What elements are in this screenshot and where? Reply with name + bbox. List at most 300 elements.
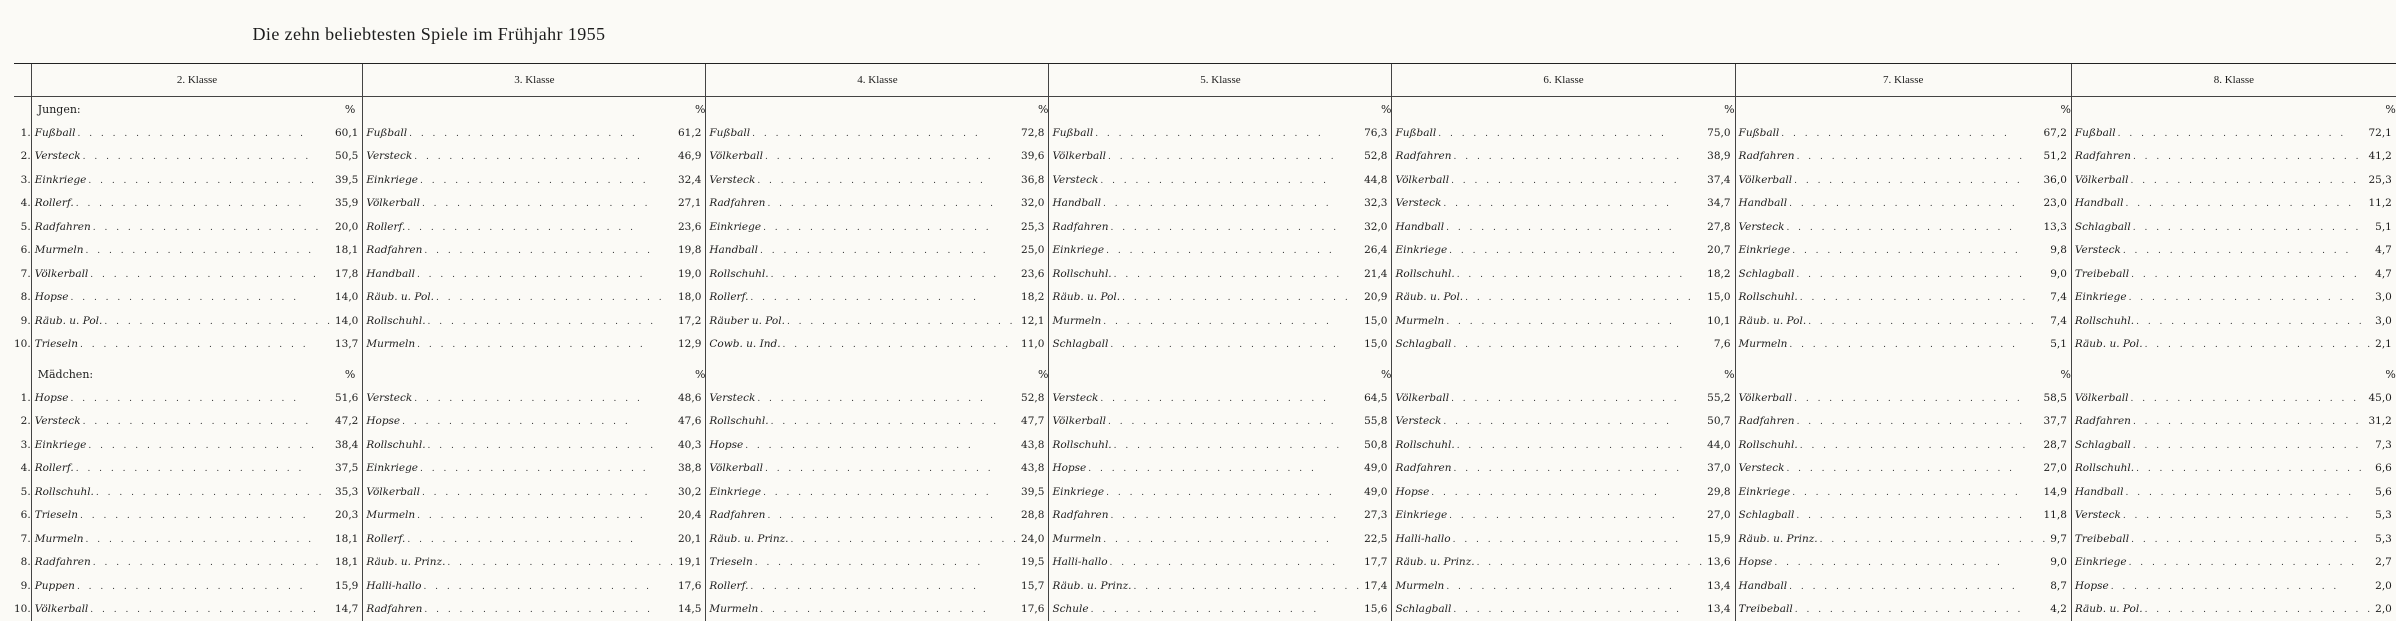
table-cell [1049,121,1392,145]
percent-value: 18,1 [335,556,358,568]
percent-label: % [1049,362,1392,386]
game-name: Rollschuhl. [2075,315,2134,327]
percent-value: 7,4 [2050,315,2067,327]
dot-leader [1443,417,1705,427]
game-name: Versteck [366,150,412,162]
dot-leader [1446,223,1705,233]
games-table [14,63,2396,621]
percent-value: 25,0 [1021,244,1044,256]
game-name: Räub. u. Pol. [1395,291,1463,303]
game-name: Radfahren [2075,415,2131,427]
table-cell [31,262,363,286]
dot-leader [1800,441,2042,451]
table-cell [2071,527,2395,551]
table-cell [706,145,1049,169]
dot-leader [1454,152,1706,162]
game-name: Versteck [709,174,755,186]
percent-value: 32,0 [1021,197,1044,209]
percent-value: 21,4 [1364,268,1387,280]
dot-leader [2123,511,2373,521]
dot-leader [424,605,676,615]
dot-leader [1103,199,1362,209]
game-name: Trieseln [35,509,78,521]
game-name: Handball [2075,197,2124,209]
table-cell [1392,168,1735,192]
game-name: Schlagball [1739,509,1795,521]
table-cell [1392,480,1735,504]
game-name: Völkerball [1395,174,1449,186]
game-name: Völkerball [35,603,89,615]
table-cell [2071,192,2395,216]
game-name: Trieseln [35,338,78,350]
game-name: Einkriege [1052,244,1104,256]
table-cell [363,574,706,598]
percent-value: 9,7 [2050,533,2067,545]
percent-value: 72,1 [2368,127,2391,139]
dot-leader [1103,535,1362,545]
game-name: Räub. u. Pol. [1052,291,1120,303]
table-cell [363,215,706,239]
rank-cell [14,97,31,122]
table-row [14,239,2396,263]
dot-leader [80,340,333,350]
percent-value: 19,5 [1021,556,1044,568]
dot-leader [763,488,1019,498]
table-cell [363,433,706,457]
rank-cell: 9. [14,309,31,333]
rank-cell: 6. [14,504,31,528]
game-name: Schlagball [2075,439,2131,451]
game-name: Hopse [1052,462,1086,474]
table-cell [2071,333,2395,357]
table-cell [706,239,1049,263]
game-name: Radfahren [35,556,91,568]
game-name: Rollerf. [35,462,74,474]
dot-leader [750,293,1019,303]
table-cell [706,386,1049,410]
table-row [14,457,2396,481]
percent-value: 20,1 [678,533,701,545]
game-name: Einkriege [366,462,418,474]
percent-value: 39,5 [335,174,358,186]
game-name: Schlagball [1395,603,1451,615]
percent-value: 55,8 [1364,415,1387,427]
column-header: 3. Klasse [363,64,706,97]
rank-cell: 3. [14,433,31,457]
table-cell [363,527,706,551]
dot-leader [765,464,1019,474]
percent-value: 4,7 [2375,244,2392,256]
rank-cell: 1. [14,121,31,145]
percent-value: 19,8 [678,244,701,256]
dot-leader [1106,488,1362,498]
percent-value: 11,8 [2044,509,2067,521]
dot-leader [2133,152,2367,162]
table-cell [31,457,363,481]
percent-label: % [1392,362,1735,386]
game-name: Murmeln [1739,338,1788,350]
table-cell [1735,145,2071,169]
game-name: Völkerball [709,462,763,474]
game-name: Versteck [1395,415,1441,427]
game-name: Murmeln [366,509,415,521]
percent-value: 7,3 [2375,439,2392,451]
dot-leader [423,582,676,592]
dot-leader [417,270,676,280]
table-row [14,145,2396,169]
percent-value: 38,4 [335,439,358,451]
table-cell [2071,504,2395,528]
dot-leader [1438,129,1705,139]
percent-value: 72,8 [1021,127,1044,139]
dot-leader [760,246,1019,256]
rank-cell: 4. [14,192,31,216]
percent-value: 17,7 [1364,556,1387,568]
table-cell [31,574,363,598]
percent-value: 17,4 [1364,580,1387,592]
group-label: Jungen: [35,103,81,116]
game-name: Einkriege [709,486,761,498]
dot-leader [1808,317,2048,327]
game-name: Völkerball [366,486,420,498]
game-name: Rollschuhl. [35,486,94,498]
dot-leader [420,464,676,474]
dot-leader [414,152,676,162]
game-name: Völkerball [1739,392,1793,404]
game-name: Radfahren [366,244,422,256]
dot-leader [77,582,333,592]
dot-leader [1800,293,2048,303]
game-name: Fußball [1395,127,1436,139]
dot-leader [1100,394,1362,404]
dot-leader [1794,394,2041,404]
game-name: Radfahren [1395,462,1451,474]
game-name: Rollschuhl. [1739,291,1798,303]
table-cell [1049,386,1392,410]
percent-value: 24,0 [1021,533,1044,545]
game-name: Einkriege [1739,244,1791,256]
table-cell [2071,145,2395,169]
table-row [14,262,2396,286]
table-row [14,286,2396,310]
game-name: Treibeball [2075,268,2129,280]
dot-leader [1453,340,1711,350]
rank-cell: 8. [14,551,31,575]
game-name: Radfahren [709,197,765,209]
game-name: Radfahren [366,603,422,615]
table-cell [1392,286,1735,310]
dot-leader [1114,441,1362,451]
table-cell [1735,480,2071,504]
percent-label: % [706,362,1049,386]
percent-value: 61,2 [678,127,701,139]
game-name: Hopse [1395,486,1429,498]
dot-leader [757,394,1019,404]
game-name: Versteck [1739,221,1785,233]
dot-leader [1446,582,1705,592]
game-name: Handball [366,268,415,280]
dot-leader [790,535,1019,545]
game-name: Völkerball [1739,174,1793,186]
table-cell [363,504,706,528]
dot-leader [1088,464,1362,474]
table-row [14,410,2396,434]
game-name: Handball [2075,486,2124,498]
percent-value: 13,3 [2044,221,2067,233]
table-row [14,433,2396,457]
game-name: Rollschuhl. [366,315,425,327]
percent-value: 46,9 [678,150,701,162]
game-name: Schlagball [1739,268,1795,280]
percent-value: 8,7 [2050,580,2067,592]
percent-value: 28,8 [1021,509,1044,521]
game-name: Radfahren [709,509,765,521]
table-cell [706,168,1049,192]
dot-leader [1457,270,1705,280]
percent-value: 3,0 [2375,315,2392,327]
table-cell [1049,598,1392,621]
table-row [14,309,2396,333]
game-name: Versteck [1052,174,1098,186]
game-name: Hopse [709,439,743,451]
game-name: Versteck [366,392,412,404]
table-cell [1392,386,1735,410]
game-name: Einkriege [2075,556,2127,568]
dot-leader [1446,317,1705,327]
game-name: Räub. u. Pol. [1739,315,1807,327]
table-cell [1735,121,2071,145]
table-header [14,64,2396,97]
dot-leader [2130,394,2366,404]
dot-leader [1789,582,2048,592]
percent-value: 14,0 [335,291,358,303]
percent-value: 14,7 [335,603,358,615]
dot-leader [2133,223,2373,233]
dot-leader [88,176,333,186]
percent-value: 17,6 [678,580,701,592]
table-row [14,504,2396,528]
game-name: Hopse [35,392,69,404]
rank-cell: 3. [14,168,31,192]
dot-leader [436,293,676,303]
table-cell [31,410,363,434]
dot-leader [1114,270,1362,280]
dot-leader [1781,129,2041,139]
dot-leader [1457,441,1705,451]
dot-leader [1431,488,1705,498]
game-name: Räub. u. Pol. [366,291,434,303]
percent-value: 5,3 [2375,509,2392,521]
dot-leader [1792,488,2041,498]
table-cell [2071,309,2395,333]
rank-cell: 10. [14,598,31,621]
percent-value: 47,6 [678,415,701,427]
game-name: Treibeball [2075,533,2129,545]
dot-leader [86,246,333,256]
game-name: Fußball [709,127,750,139]
percent-value: 27,3 [1364,509,1387,521]
column-header: 7. Klasse [1735,64,2071,97]
rank-cell: 2. [14,145,31,169]
dot-leader [2133,441,2373,451]
game-name: Schule [1052,603,1088,615]
game-name: Räub. u. Prinz. [1052,580,1131,592]
percent-value: 15,0 [1364,315,1387,327]
percent-value: 60,1 [335,127,358,139]
rank-header [14,64,31,97]
table-cell [31,386,363,410]
percent-label: % [706,97,1049,122]
percent-value: 18,1 [335,244,358,256]
table-cell [706,480,1049,504]
percent-value: 27,0 [1707,509,1730,521]
table-cell [31,598,363,621]
dot-leader [86,535,333,545]
table-cell [363,145,706,169]
percent-value: 6,6 [2375,462,2392,474]
percent-value: 64,5 [1364,392,1387,404]
table-cell [31,215,363,239]
table-cell [1049,480,1392,504]
dot-leader [1449,511,1705,521]
percent-value: 58,5 [2044,392,2067,404]
dot-leader [77,129,332,139]
percent-value: 47,7 [1021,415,1044,427]
table-cell [363,239,706,263]
game-name: Völkerball [366,197,420,209]
dot-leader [83,152,333,162]
table-cell [363,262,706,286]
game-name: Fußball [366,127,407,139]
dot-leader [2136,464,2373,474]
game-name: Völkerball [1052,150,1106,162]
table-cell [2071,551,2395,575]
percent-label: % [1735,97,2071,122]
table-cell [1049,433,1392,457]
percent-value: 36,8 [1021,174,1044,186]
group-header-row [14,362,2396,386]
rank-cell: 8. [14,286,31,310]
dot-leader [88,441,333,451]
game-name: Halli-hallo [1052,556,1107,568]
percent-value: 23,0 [2044,197,2067,209]
game-name: Räub. u. Prinz. [1395,556,1474,568]
game-name: Rollschuhl. [366,439,425,451]
percent-value: 5,1 [2375,221,2392,233]
dot-leader [1108,417,1362,427]
percent-value: 20,4 [678,509,701,521]
game-name: Rollerf. [366,533,405,545]
table-cell [706,309,1049,333]
table-cell [1735,262,2071,286]
dot-leader [752,129,1019,139]
dot-leader [1796,511,2041,521]
percent-value: 19,1 [678,556,701,568]
page-title: Die zehn beliebtesten Spiele im Frühjahr 1955 [0,24,858,45]
percent-value: 15,9 [335,580,358,592]
game-name: Trieseln [709,556,752,568]
percent-label: % [2071,362,2395,386]
table-cell [363,386,706,410]
percent-value: 43,8 [1021,439,1044,451]
game-name: Rollerf. [709,580,748,592]
table-cell [1392,192,1735,216]
table-cell [1392,333,1735,357]
table-row [14,192,2396,216]
percent-value: 12,9 [678,338,701,350]
percent-label: % [2071,97,2395,122]
table-cell [1049,286,1392,310]
percent-value: 9,0 [2050,556,2067,568]
table-cell [1392,574,1735,598]
table-cell [363,480,706,504]
table-cell [1049,239,1392,263]
table-cell [1049,192,1392,216]
dot-leader [90,605,333,615]
dot-leader [1797,417,2042,427]
dot-leader [1095,129,1362,139]
percent-value: 52,8 [1021,392,1044,404]
table-row [14,527,2396,551]
percent-value: 15,0 [1364,338,1387,350]
table-cell [1392,551,1735,575]
dot-leader [787,317,1019,327]
group-label-cell [31,97,363,122]
percent-value: 44,0 [1707,439,1730,451]
rank-cell: 7. [14,527,31,551]
percent-value: 29,8 [1707,486,1730,498]
game-name: Einkriege [1395,509,1447,521]
percent-value: 35,9 [335,197,358,209]
table-cell [2071,598,2395,621]
table-cell [2071,457,2395,481]
dot-leader [1789,199,2041,209]
game-name: Schlagball [1052,338,1108,350]
table-cell [31,309,363,333]
game-name: Einkriege [709,221,761,233]
table-cell [2071,262,2395,286]
percent-value: 20,3 [335,509,358,521]
dot-leader [1820,535,2049,545]
percent-value: 5,1 [2050,338,2067,350]
table-cell [2071,239,2395,263]
table-cell [1392,433,1735,457]
percent-value: 18,1 [335,533,358,545]
game-name: Fußball [1052,127,1093,139]
game-name: Rollschuhl. [1052,268,1111,280]
percent-value: 76,3 [1364,127,1387,139]
game-name: Völkerball [2075,392,2129,404]
dot-leader [422,199,676,209]
game-name: Räuber u. Pol. [709,315,785,327]
percent-value: 51,6 [335,392,358,404]
percent-value: 10,1 [1707,315,1730,327]
table-cell [1049,168,1392,192]
percent-value: 4,7 [2375,268,2392,280]
game-name: Versteck [35,150,81,162]
percent-value: 23,6 [678,221,701,233]
table-row [14,551,2396,575]
dot-leader [767,199,1019,209]
game-name: Radfahren [1739,415,1795,427]
table-cell [1735,309,2071,333]
dot-leader [1100,176,1362,186]
table-cell [1392,457,1735,481]
group-label-cell [31,362,363,386]
dot-leader [1465,293,1705,303]
dot-leader [76,199,333,209]
percent-value: 37,7 [2044,415,2067,427]
